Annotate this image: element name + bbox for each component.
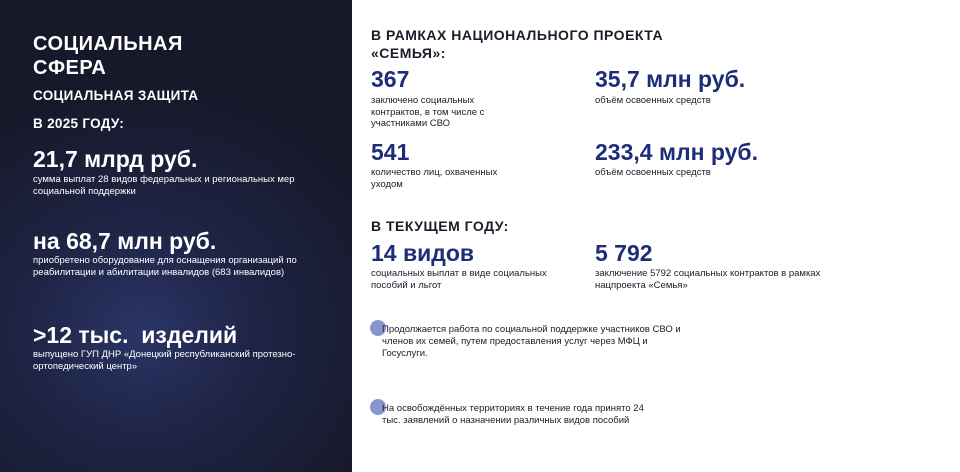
stat-value-social-contracts: 5 792 — [595, 240, 653, 266]
bullet-text-support: Продолжается работа по социальной поддержке участников СВО и членов их семей, путем предоставления услуг через МФЦ и Госуслуги. — [382, 324, 681, 359]
stat-value-payments: 21,7 млрд руб. — [33, 146, 198, 172]
stat-text-funds-1: объём освоенных средств — [595, 95, 711, 106]
stat-text-equipment: приобретено оборудование для оснащения организаций по реабилитации и абилитации инвалидов (683 инвалидов) — [33, 255, 297, 278]
stat-text-funds-2: объём освоенных средств — [595, 167, 711, 178]
stat-value-care: 541 — [371, 139, 410, 165]
stat-value-funds-1: 35,7 млн руб. — [595, 66, 746, 92]
project-heading: В РАМКАХ НАЦИОНАЛЬНОГО ПРОЕКТА «СЕМЬЯ»: — [371, 27, 664, 61]
stat-value-equipment: на 68,7 млн руб. — [33, 228, 217, 254]
stat-text-payments: сумма выплат 28 видов федеральных и региональных мер социальной поддержки — [33, 174, 295, 197]
stat-text-contracts: заключено социальных контрактов, в том числе с участниками СВО — [371, 95, 485, 129]
section-title: СОЦИАЛЬНАЯ СФЕРА — [33, 33, 183, 79]
year-label: В 2025 ГОДУ: — [33, 116, 125, 131]
stat-text-social-contracts: заключение 5792 социальных контрактов в рамках нацпроекта «Семья» — [595, 268, 821, 291]
stat-value-contracts: 367 — [371, 66, 410, 92]
current-year-heading: В ТЕКУЩЕМ ГОДУ: — [371, 218, 509, 234]
stat-text-products: выпущено ГУП ДНР «Донецкий республиканский протезно-ортопедический центр» — [33, 349, 296, 372]
stat-value-kinds: 14 видов — [371, 240, 475, 266]
stat-value-funds-2: 233,4 млн руб. — [595, 139, 758, 165]
section-subtitle: СОЦИАЛЬНАЯ ЗАЩИТА — [33, 88, 199, 103]
right-panel — [352, 0, 960, 472]
stat-text-kinds: социальных выплат в виде социальных пособий и льгот — [371, 268, 547, 291]
stat-text-care: количество лиц, охваченных уходом — [371, 167, 498, 190]
left-panel — [0, 0, 352, 472]
bullet-text-territories: На освобождённых территориях в течение года принято 24 тыс. заявлений о назначении различных видов пособий — [382, 403, 644, 426]
stat-value-products: >12 тыс. изделий — [33, 322, 238, 348]
